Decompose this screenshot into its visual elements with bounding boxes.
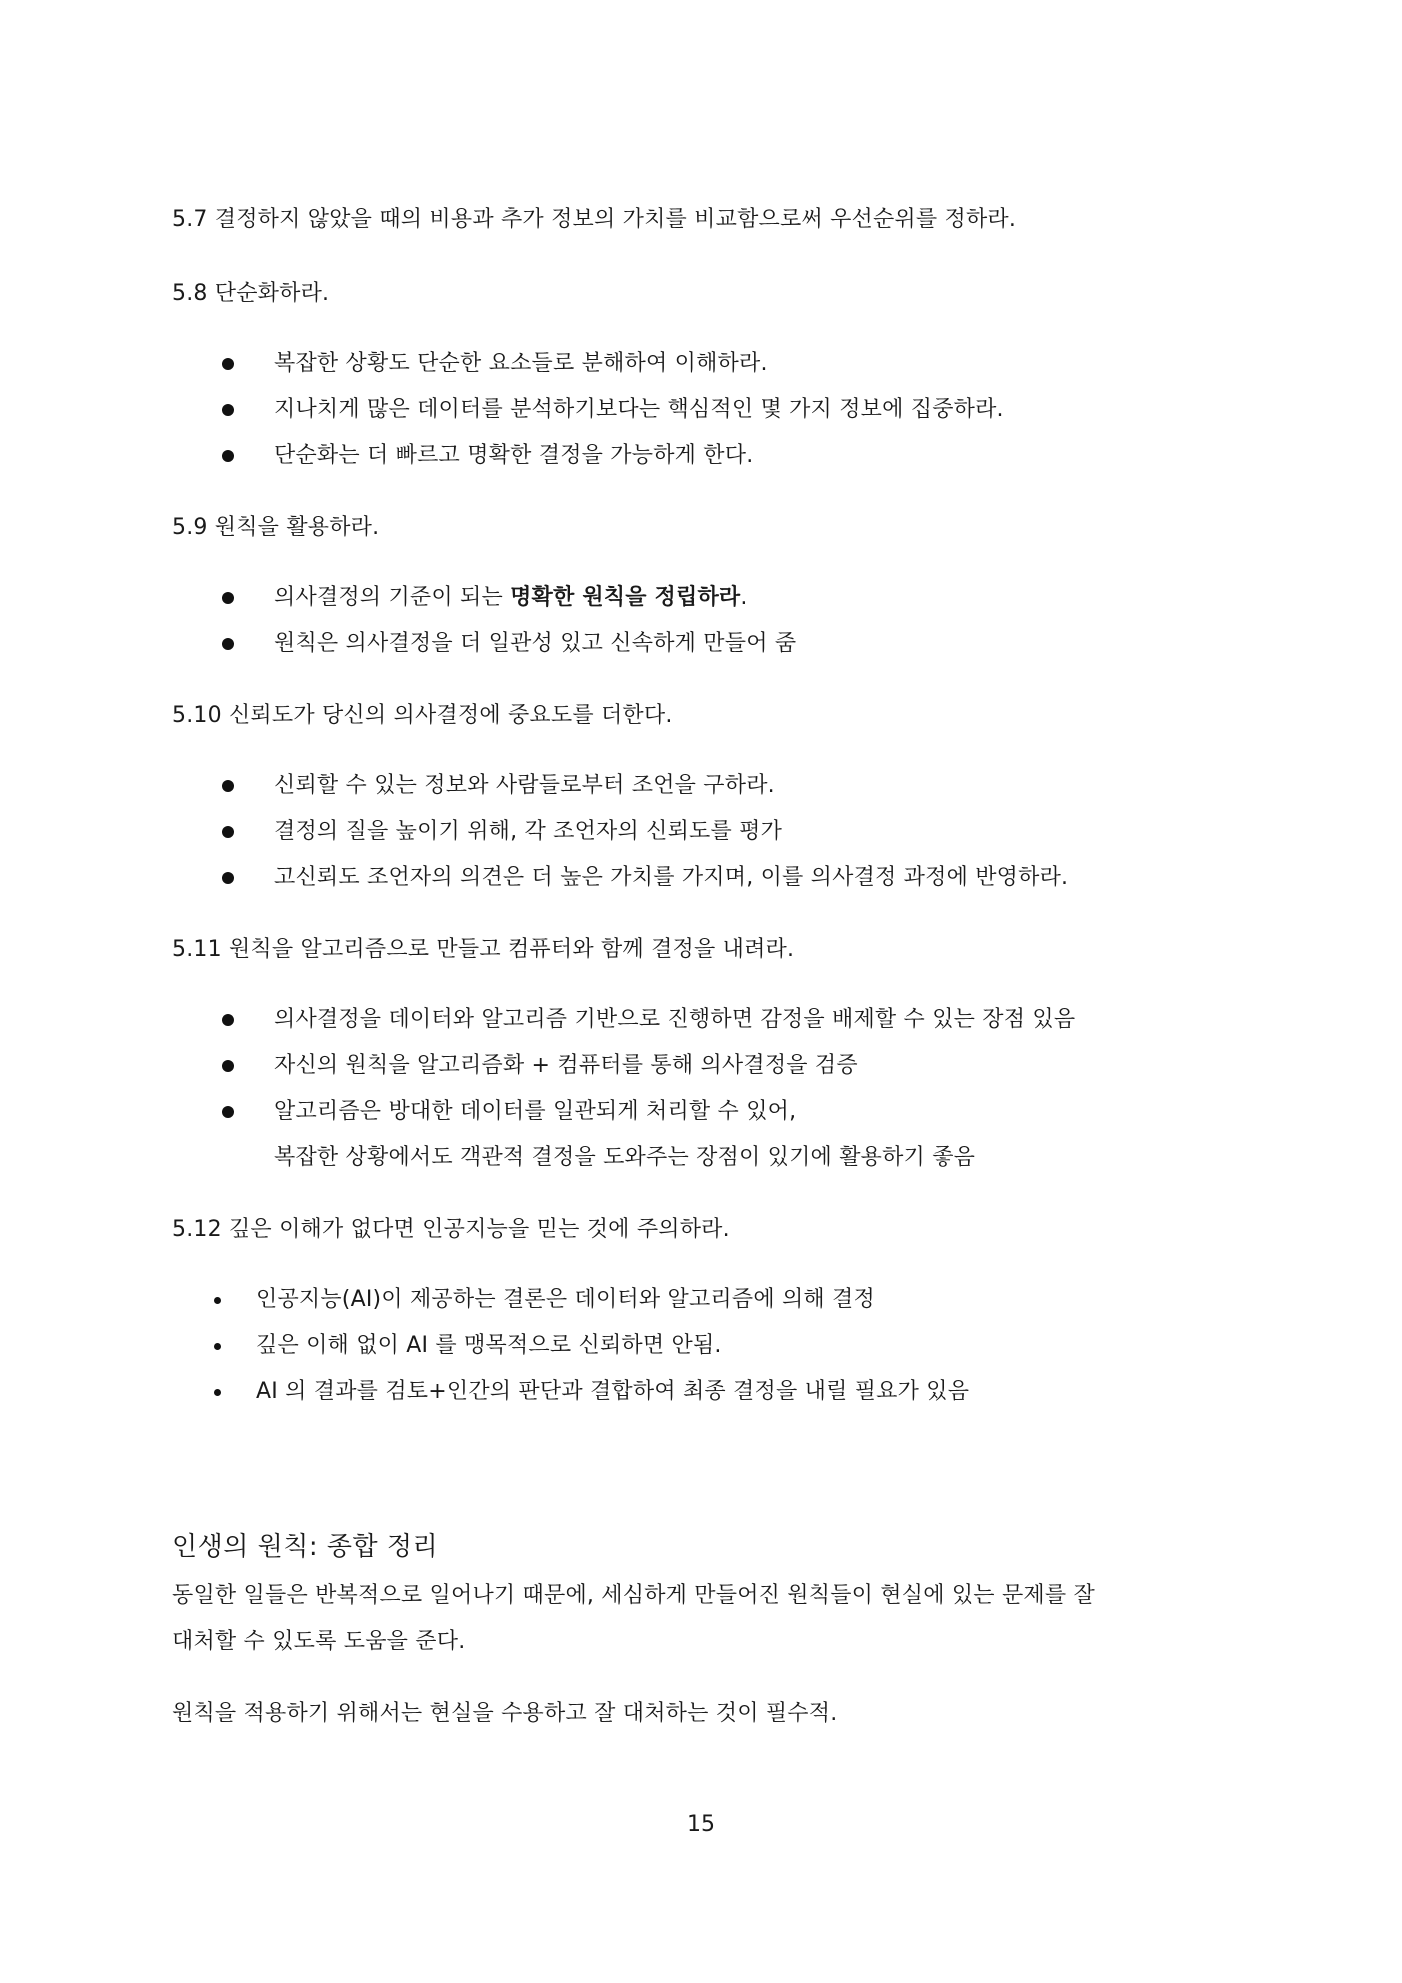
list-item-text [274, 583, 748, 613]
section-heading-5-10: 5.10 신뢰도가 당신의 의사결정에 중요도를 더한다. [172, 703, 673, 728]
bullet-icon [222, 872, 234, 884]
section-heading-5-11: 5.11 원칙을 알고리즘으로 만들고 컴퓨터와 함께 결정을 내려라. [172, 937, 795, 962]
list-item-text: 결정의 질을 높이기 위해, 각 조언자의 신뢰도를 평가 [274, 819, 783, 844]
bullet-icon [222, 358, 234, 370]
section-heading-5-12: 5.12 깊은 이해가 없다면 인공지능을 믿는 것에 주의하라. [172, 1217, 730, 1242]
list-item-text: 단순화는 더 빠르고 명확한 결정을 가능하게 한다. [274, 443, 754, 468]
list-item-text-bold: 명확한 원칙을 정립하라 [510, 585, 741, 610]
bullet-icon [222, 780, 234, 792]
bullet-icon [222, 1060, 234, 1072]
list-item-text: AI 의 결과를 검토+인간의 판단과 결합하여 최종 결정을 내릴 필요가 있음 [256, 1379, 970, 1404]
summary-paragraph-line: 대처할 수 있도록 도움을 준다. [172, 1629, 466, 1654]
list-item-text: 의사결정을 데이터와 알고리즘 기반으로 진행하면 감정을 배제할 수 있는 장점 있음 [274, 1007, 1076, 1032]
list-item-text: 복잡한 상황도 단순한 요소들로 분해하여 이해하라. [274, 351, 768, 376]
bullet-icon [214, 1389, 221, 1396]
bullet-icon [222, 1014, 234, 1026]
page-number: 15 [687, 1812, 715, 1837]
section-heading-5-8: 5.8 단순화하라. [172, 281, 330, 306]
list-item-text-end: . [740, 585, 748, 610]
bullet-icon [222, 592, 234, 604]
list-item-text: 신뢰할 수 있는 정보와 사람들로부터 조언을 구하라. [274, 773, 775, 798]
bullet-icon [214, 1343, 221, 1350]
bullet-icon [222, 404, 234, 416]
bullet-icon [214, 1297, 221, 1304]
section-heading-5-9: 5.9 원칙을 활용하라. [172, 515, 380, 540]
summary-paragraph: 원칙을 적용하기 위해서는 현실을 수용하고 잘 대처하는 것이 필수적. [172, 1701, 838, 1726]
summary-paragraph-line: 동일한 일들은 반복적으로 일어나기 때문에, 세심하게 만들어진 원칙들이 현실에 있는 문제를 잘 [172, 1583, 1095, 1608]
list-item-text: 원칙은 의사결정을 더 일관성 있고 신속하게 만들어 줌 [274, 631, 797, 656]
list-item-text: 자신의 원칙을 알고리즘화 + 컴퓨터를 통해 의사결정을 검증 [274, 1053, 858, 1078]
bullet-icon [222, 826, 234, 838]
bullet-icon [222, 450, 234, 462]
list-item-text: 고신뢰도 조언자의 의견은 더 높은 가치를 가지며, 이를 의사결정 과정에 반영하라. [274, 865, 1069, 890]
list-item-text: 알고리즘은 방대한 데이터를 일관되게 처리할 수 있어, [274, 1099, 797, 1124]
bullet-icon [222, 638, 234, 650]
list-item-text: 깊은 이해 없이 AI 를 맹목적으로 신뢰하면 안됨. [256, 1333, 722, 1358]
bullet-icon [222, 1106, 234, 1118]
list-item-text: 인공지능(AI)이 제공하는 결론은 데이터와 알고리즘에 의해 결정 [256, 1287, 875, 1312]
list-item-text: 지나치게 많은 데이터를 분석하기보다는 핵심적인 몇 가지 정보에 집중하라. [274, 397, 1004, 422]
section-heading-5-7: 5.7 결정하지 않았을 때의 비용과 추가 정보의 가치를 비교함으로써 우선순위를 정하라. [172, 207, 1017, 232]
list-item-continuation: 복잡한 상황에서도 객관적 결정을 도와주는 장점이 있기에 활용하기 좋음 [274, 1145, 976, 1170]
summary-title: 인생의 원칙: 종합 정리 [172, 1532, 439, 1562]
list-item-text-plain: 의사결정의 기준이 되는 [274, 585, 511, 610]
